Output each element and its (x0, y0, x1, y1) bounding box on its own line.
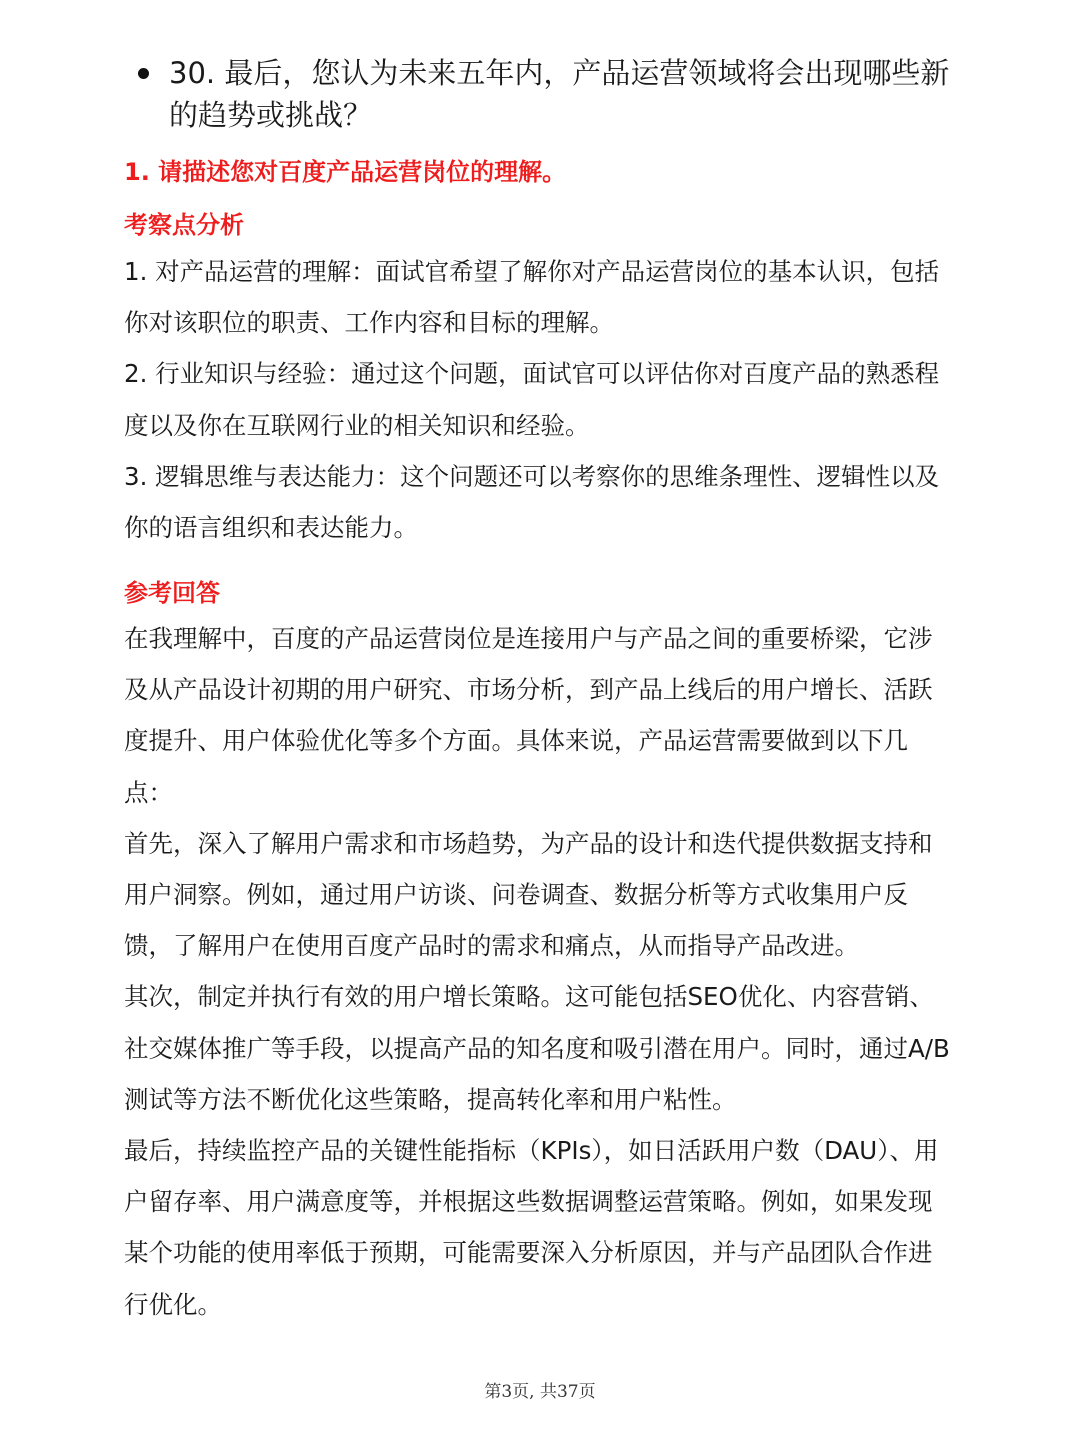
page-number-footer: 第3页, 共37页 (484, 1382, 596, 1402)
question-1-title: 1. 请描述您对百度产品运营岗位的理解。 (124, 158, 567, 186)
analysis-item: 3. 逻辑思维与表达能力：这个问题还可以考察你的思维条理性、逻辑性以及你的语言组织和表达能力。 (124, 461, 940, 543)
answer-paragraph: 在我理解中，百度的产品运营岗位是连接用户与产品之间的重要桥梁，它涉及从产品设计初期的用户研究、市场分析，到产品上线后的用户增长、活跃度提升、用户体验优化等多个方面。具体来说，产品运营需要做到以下几点： (124, 624, 933, 807)
answer-body (124, 613, 950, 1330)
previous-question-item (140, 52, 960, 136)
answer-heading: 参考回答 (124, 579, 220, 607)
answer-paragraph: 首先，深入了解用户需求和市场趋势，为产品的设计和迭代提供数据支持和用户洞察。例如，通过用户访谈、问卷调查、数据分析等方式收集用户反馈，了解用户在使用百度产品时的需求和痛点，从而指导产品改进。 (124, 828, 933, 961)
answer-paragraph: 最后，持续监控产品的关键性能指标（KPIs），如日活跃用户数（DAU）、用户留存率、用户满意度等，并根据这些数据调整运营策略。例如，如果发现某个功能的使用率低于预期，可能需要深入分析原因，并与产品团队合作进行优化。 (124, 1136, 939, 1319)
analysis-item: 2. 行业知识与经验：通过这个问题，面试官可以评估你对百度产品的熟悉程度以及你在互联网行业的相关知识和经验。 (124, 359, 940, 440)
bullet-icon (138, 68, 149, 79)
analysis-list (124, 246, 950, 553)
analysis-item: 1. 对产品运营的理解：面试官希望了解你对产品运营岗位的基本认识，包括你对该职位的职责、工作内容和目标的理解。 (124, 257, 940, 338)
answer-paragraph: 其次，制定并执行有效的用户增长策略。这可能包括SEO优化、内容营销、社交媒体推广等手段，以提高产品的知名度和吸引潜在用户。同时，通过A/B测试等方法不断优化这些策略，提高转化率和用户粘性。 (124, 982, 950, 1114)
question-30-text: 30. 最后，您认为未来五年内，产品运营领域将会出现哪些新的趋势或挑战？ (169, 56, 950, 132)
analysis-heading: 考察点分析 (124, 211, 244, 239)
